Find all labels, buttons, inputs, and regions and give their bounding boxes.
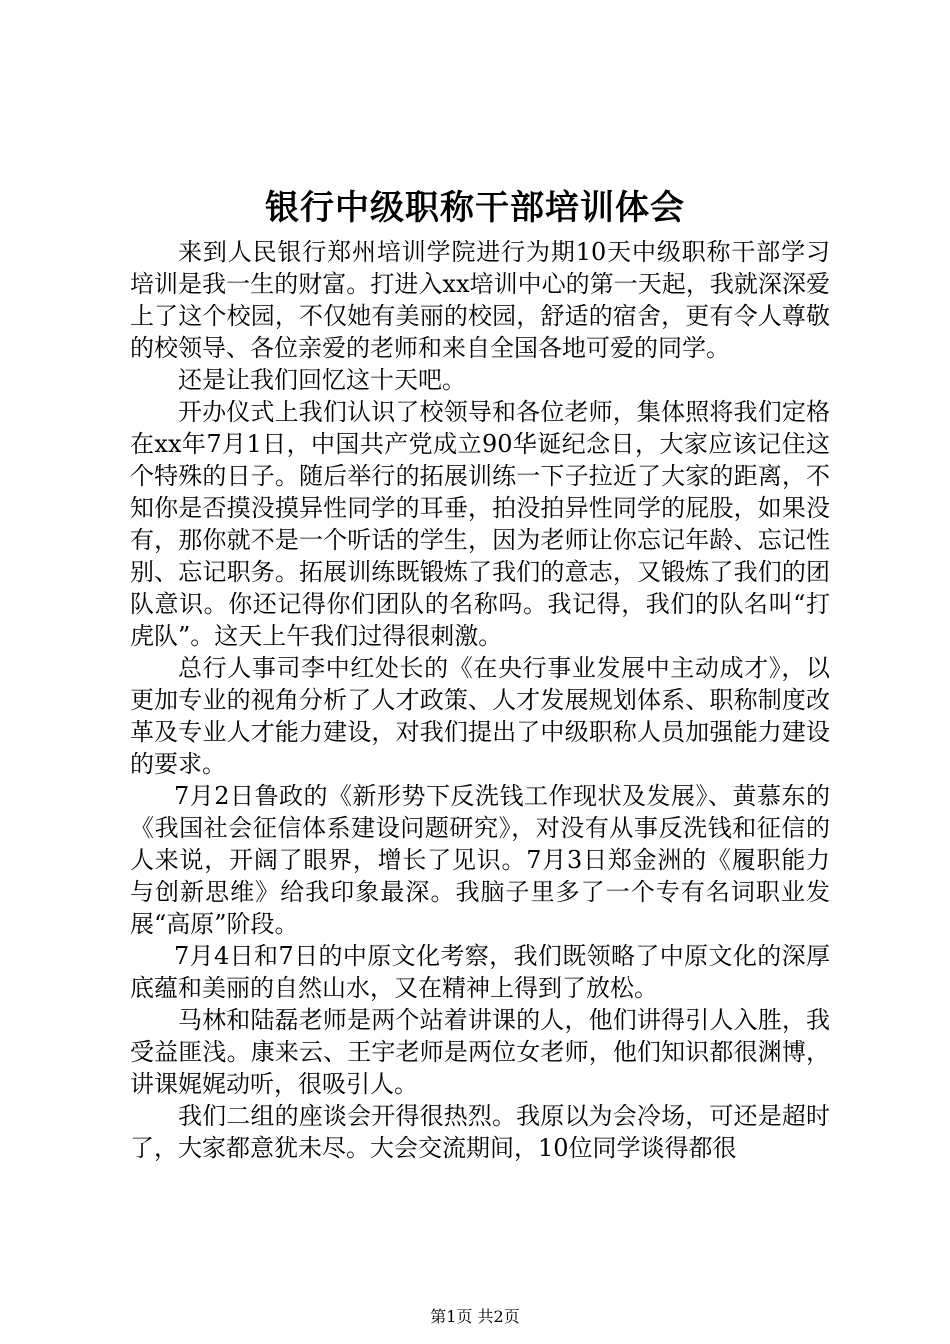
document-body <box>130 236 830 1164</box>
paragraph-recall: 还是让我们回忆这十天吧。 <box>178 366 466 394</box>
paragraph-culture-visit: 7月4日和7日的中原文化考察，我们既领略了中原文化的深厚底蕴和美丽的自然山水，又在精神上得到了放松。 <box>130 942 830 1002</box>
paragraph-opening-ceremony: 开办仪式上我们认识了校领导和各位老师，集体照将我们定格在xx年7月1日，中国共产党成立90华诞纪念日，大家应该记住这个特殊的日子。随后举行的拓展训练一下子拉近了大家的距离，不知你是否摸没摸异性同学的耳垂，拍没拍异性同学的屁股，如果没有，那你就不是一个听话的学生，因为老师让你忘记年龄、忘记性别、忘记职务。拓展训练既锻炼了我们的意志，又锻炼了我们的团队意识。你还记得你们团队的名称吗。我记得，我们的队名叫“打虎队”。这天上午我们过得很刺激。 <box>130 398 830 650</box>
paragraph-lecture-li: 总行人事司李中红处长的《在央行事业发展中主动成才》，以更加专业的视角分析了人才政策、人才发展规划体系、职称制度改革及专业人才能力建设，对我们提出了中级职称人员加强能力建设的要求。 <box>130 654 830 778</box>
paragraph-group-discussion: 我们二组的座谈会开得很热烈。我原以为会冷场，可还是超时了，大家都意犹未尽。大会交流期间，10位同学谈得都很 <box>130 1102 830 1162</box>
document-title: 银行中级职称干部培训体会 <box>265 188 685 228</box>
paragraph-teachers: 马林和陆磊老师是两个站着讲课的人，他们讲得引人入胜，我受益匪浅。康来云、王宇老师是两位女老师，他们知识都很渊博，讲课娓娓动听，很吸引人。 <box>130 1006 830 1098</box>
page-footer: 第1页 共2页 <box>430 1307 520 1326</box>
paragraph-intro: 来到人民银行郑州培训学院进行为期10天中级职称干部学习培训是我一生的财富。打进入xx培训中心的第一天起，我就深深爱上了这个校园，不仅她有美丽的校园，舒适的宿舍，更有令人尊敬的校领导、各位亲爱的老师和来自全国各地可爱的同学。 <box>130 238 830 362</box>
paragraph-july-2-lectures: 7月2日鲁政的《新形势下反洗钱工作现状及发展》、黄慕东的《我国社会征信体系建设问题研究》，对没有从事反洗钱和征信的人来说，开阔了眼界，增长了见识。7月3日郑金洲的《履职能力与创新思维》给我印象最深。我脑子里多了一个专有名词职业发展“高原”阶段。 <box>130 782 830 938</box>
